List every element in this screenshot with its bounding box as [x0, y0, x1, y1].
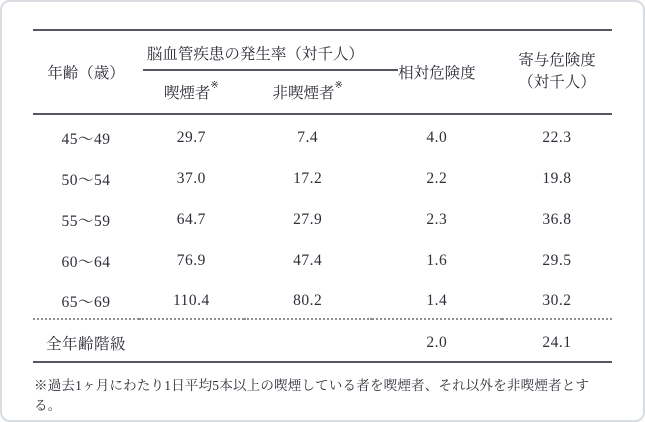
table-row [33, 237, 612, 278]
reference-mark-icon: ※ [334, 80, 343, 91]
incidence-group-header: 脳血管疾患の発生率（対千人） [139, 30, 372, 71]
summary-row [33, 319, 612, 362]
age-range-cell: 全年齢階級 [33, 319, 139, 362]
table-card-inner [2, 2, 643, 414]
smoker-column-label: 喫煙者 [163, 85, 211, 102]
table-row [33, 114, 612, 155]
attributable-risk-cell: 30.2 [542, 292, 572, 309]
table-row [33, 196, 612, 237]
attributable-risk-column-header [502, 30, 612, 114]
smoker-rate-cell: 76.9 [176, 251, 206, 269]
header-row-top [33, 30, 612, 71]
risk-table [33, 29, 612, 363]
table-body [33, 114, 612, 362]
smoker-rate-cell: 37.0 [176, 169, 206, 187]
table-row [33, 155, 612, 196]
relative-risk-cell: 2.3 [426, 210, 448, 228]
smoker-rate-cell: 64.7 [176, 210, 206, 228]
nonsmoker-rate-cell [244, 319, 372, 362]
age-range-cell: 50～54 [61, 171, 111, 189]
relative-risk-cell: 4.0 [426, 129, 448, 146]
nonsmoker-rate-cell: 47.4 [293, 251, 323, 269]
nonsmoker-rate-cell: 7.4 [297, 129, 319, 146]
nonsmoker-rate-cell: 27.9 [293, 210, 323, 228]
smoker-rate-cell [139, 319, 244, 362]
table-row [33, 278, 612, 319]
age-range-cell: 65～69 [61, 294, 111, 311]
relative-risk-cell: 2.0 [372, 319, 502, 362]
relative-risk-cell: 1.4 [426, 292, 448, 309]
age-range-cell: 60～64 [61, 253, 111, 271]
smoker-rate-cell: 110.4 [172, 292, 210, 309]
attributable-risk-cell: 24.1 [502, 319, 612, 362]
attributable-risk-cell: 29.5 [542, 251, 572, 269]
age-range-cell: 45～49 [61, 131, 111, 148]
nonsmoker-column-label: 非喫煙者 [272, 85, 335, 102]
age-column-header: 年齢（歳） [33, 30, 139, 114]
nonsmoker-rate-cell: 80.2 [293, 292, 323, 309]
relative-risk-cell: 2.2 [426, 169, 448, 187]
age-range-cell: 55～59 [61, 212, 111, 230]
reference-mark-icon: ※ [210, 80, 219, 91]
attributable-risk-label-line1: 寄与危険度 [518, 52, 596, 70]
attributable-risk-label-line2: （対千人） [518, 74, 596, 91]
relative-risk-cell: 1.6 [426, 251, 448, 269]
attributable-risk-cell: 19.8 [542, 169, 572, 187]
nonsmoker-column-header [244, 71, 372, 114]
nonsmoker-rate-cell: 17.2 [293, 169, 323, 187]
smoker-rate-cell: 29.7 [176, 129, 206, 146]
table-header [33, 30, 612, 114]
smoker-column-header [139, 71, 244, 114]
footnote-text: ※過去1ヶ月にわたり1日平均5本以上の喫煙している者を喫煙者、それ以外を非喫煙者とする。 [34, 378, 590, 413]
attributable-risk-cell: 22.3 [542, 129, 572, 146]
relative-risk-column-header: 相対危険度 [372, 30, 502, 114]
attributable-risk-cell: 36.8 [542, 210, 572, 228]
